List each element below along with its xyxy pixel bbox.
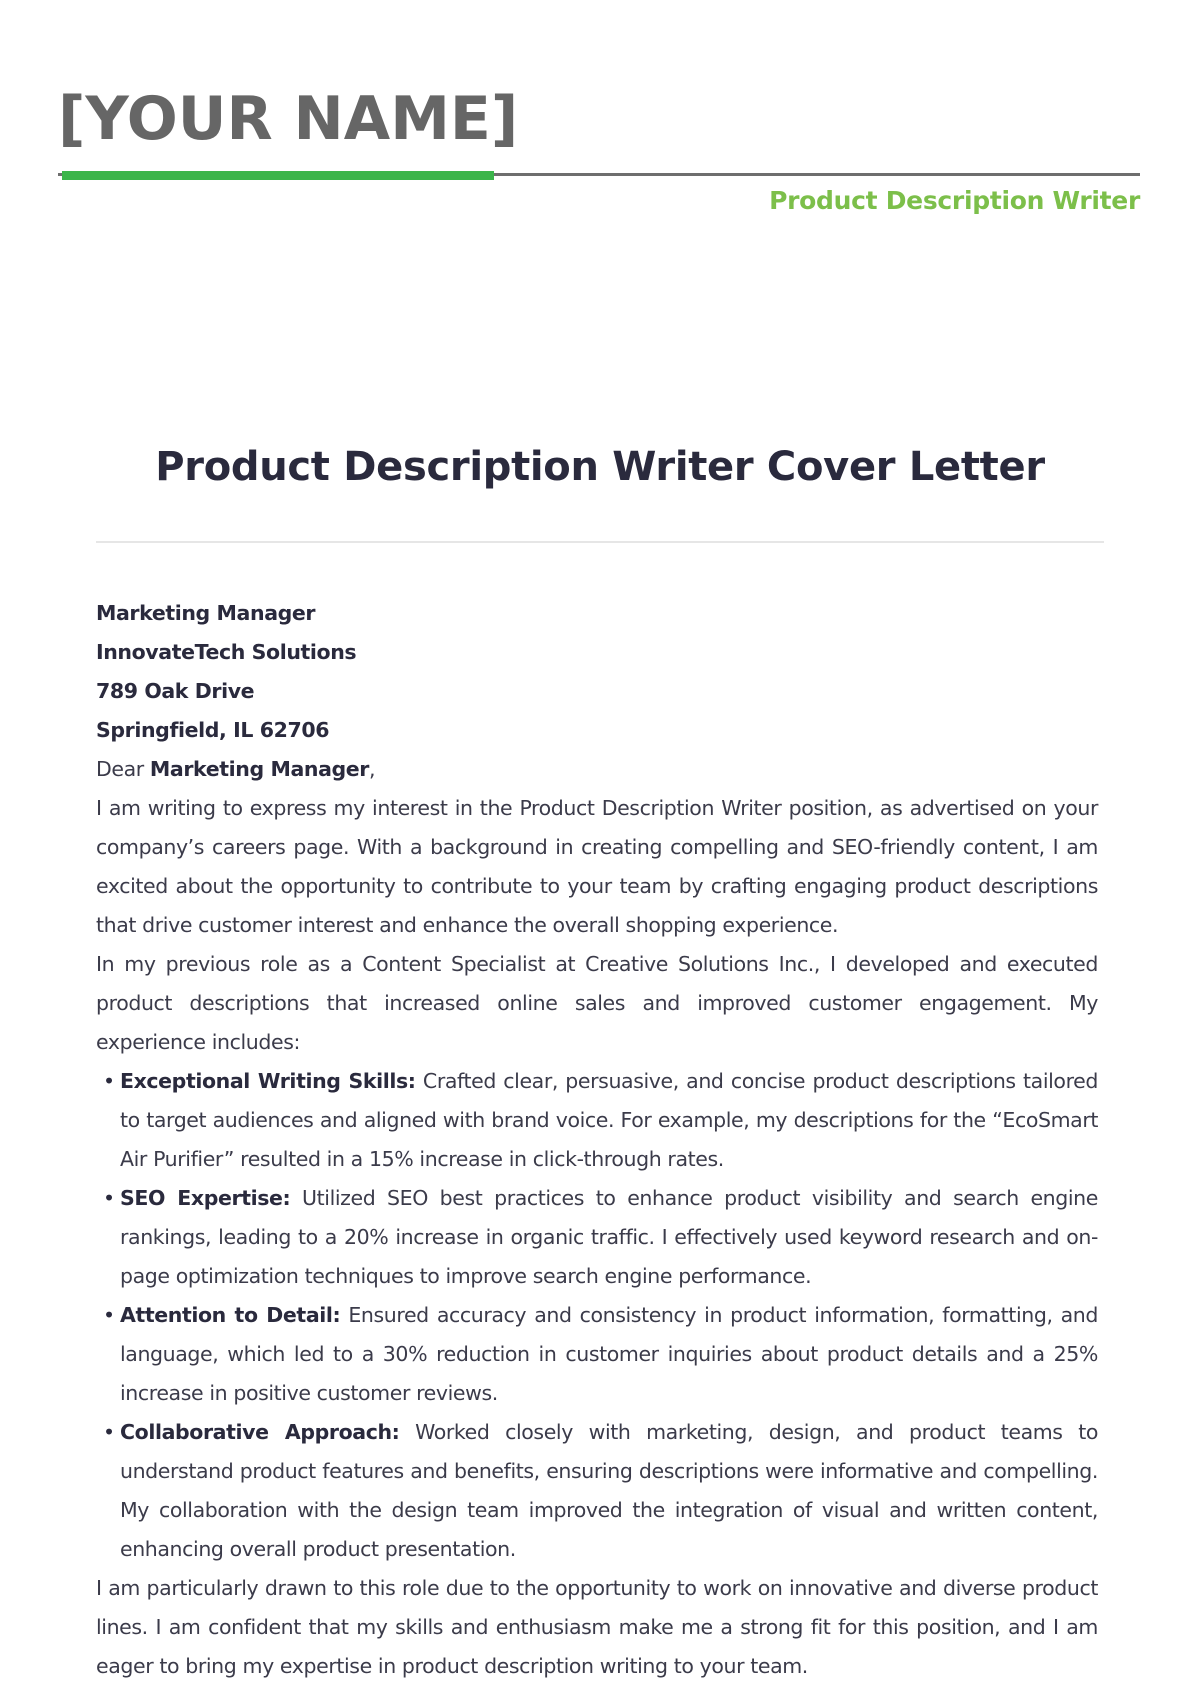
list-item: [120, 1179, 1098, 1296]
bullet-heading: Exceptional Writing Skills:: [120, 1069, 416, 1093]
bullet-text: Utilized SEO best practices to enhance product visibility and search engine rankings, leading to a 20% increase in organic traffic. I effectively used keyword research and on-page optimization techniques to improve search engine performance.: [120, 1186, 1098, 1288]
bullet-text: Ensured accuracy and consistency in product information, formatting, and language, which led to a 30% reduction in customer inquiries about product details and a 25% increase in positive customer reviews.: [120, 1303, 1098, 1405]
header-name: [YOUR NAME]: [58, 84, 519, 154]
salutation-suffix: ,: [369, 757, 376, 781]
list-item: [120, 1296, 1098, 1413]
recipient-company: InnovateTech Solutions: [96, 640, 357, 664]
recipient-name: Marketing Manager: [96, 601, 316, 625]
list-item: [120, 1413, 1098, 1569]
experience-paragraph: In my previous role as a Content Specialist at Creative Solutions Inc., I developed and executed product descriptions that increased online sales and improved customer engagement. My experience includes:: [96, 952, 1098, 1054]
bullet-text: Crafted clear, persuasive, and concise product descriptions tailored to target audiences and aligned with brand voice. For example, my descriptions for the “EcoSmart Air Purifier” resulted in a 15% increase in click-through rates.: [120, 1069, 1098, 1171]
salutation-prefix: Dear: [96, 757, 150, 781]
bullet-text: Worked closely with marketing, design, and product teams to understand product features and benefits, ensuring descriptions were informative and compelling. My collaboration with the design team improved the integration of visual and written content, enhancing overall product presentation.: [120, 1420, 1099, 1561]
experience-list: [96, 1062, 1098, 1569]
job-title: Product Description Writer: [769, 186, 1140, 215]
bullet-heading: Attention to Detail:: [120, 1303, 341, 1327]
salutation-name: Marketing Manager: [149, 757, 370, 781]
letter-body: [96, 594, 1098, 1686]
bullet-heading: SEO Expertise:: [120, 1186, 291, 1210]
intro-paragraph: I am writing to express my interest in the Product Description Writer position, as advertised on your company’s careers page. With a background in creating compelling and SEO-friendly content, I am excited about the opportunity to contribute to your team by crafting engaging product descriptions that drive customer interest and enhance the overall shopping experience.: [96, 796, 1098, 937]
list-item: [120, 1062, 1098, 1179]
closing-paragraph: I am particularly drawn to this role due to the opportunity to work on innovative and diverse product lines. I am confident that my skills and enthusiasm make me a strong fit for this position, and I am eager to bring my expertise in product description writing to your team.: [96, 1576, 1098, 1678]
recipient-block: [96, 594, 1098, 750]
recipient-city: Springfield, IL 62706: [96, 718, 330, 742]
header-accent-bar: [62, 171, 494, 180]
salutation: [96, 750, 1098, 789]
document-title: Product Description Writer Cover Letter: [155, 444, 1045, 490]
bullet-heading: Collaborative Approach:: [120, 1420, 400, 1444]
title-divider: [96, 541, 1104, 543]
recipient-street: 789 Oak Drive: [96, 679, 255, 703]
